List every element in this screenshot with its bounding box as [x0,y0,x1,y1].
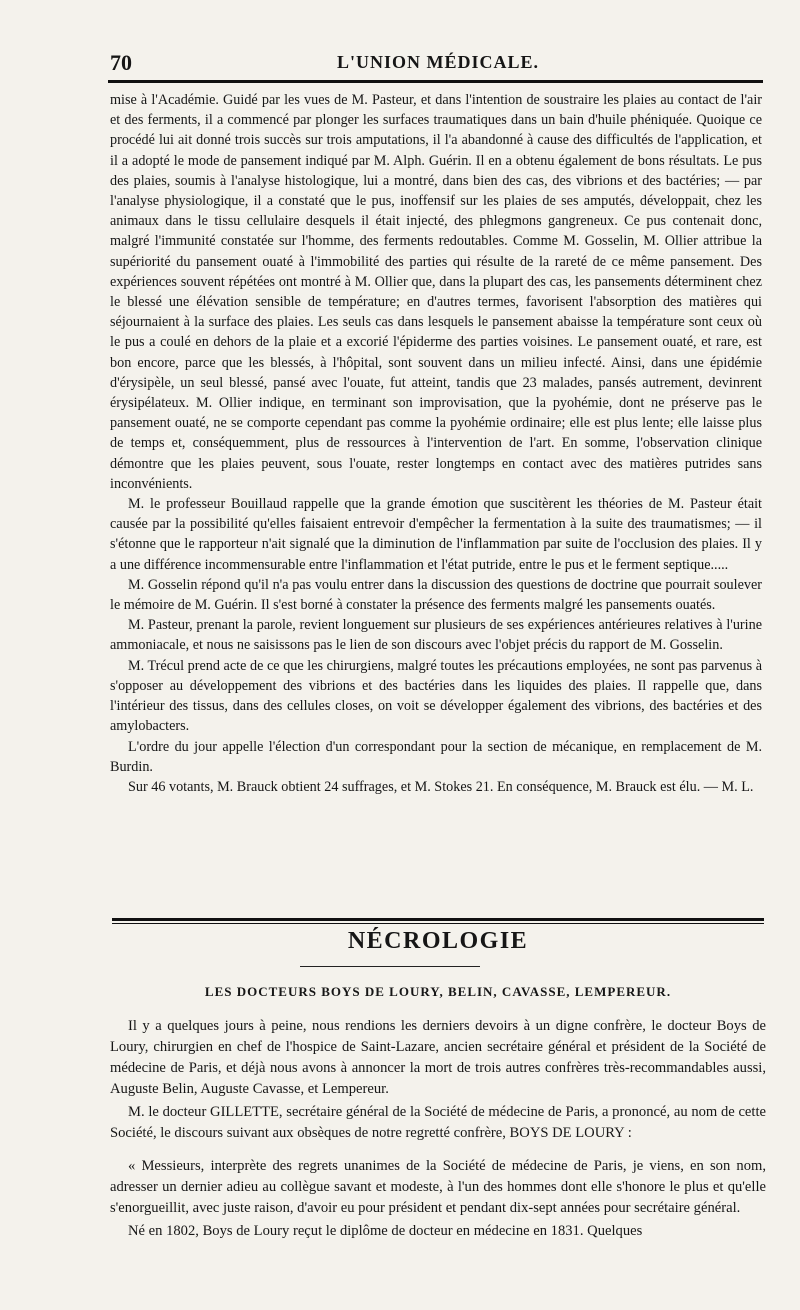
obituary-text [110,1016,766,1242]
paragraph: Il y a quelques jours à peine, nous rendions les derniers devoirs à un digne confrère, le docteur Boys de Loury, chirurgien en chef de l'hospice de Saint-Lazare, ancien secrétaire général et président de la Société de médecine de Paris, et déjà nous avons à annoncer la mort de trois autres confrères très-recommandables aussi, Auguste Belin, Auguste Cavasse, et Lempereur. [110,1018,766,1097]
title-underline [300,966,480,967]
paragraph: L'ordre du jour appelle l'élection d'un correspondant pour la section de mécanique, en remplacement de M. Burdin. [110,738,762,775]
paragraph: M. le docteur GILLETTE, secrétaire général de la Société de médecine de Paris, a prononcé, au nom de cette Société, le discours suivant aux obsèques de notre regretté confrère, BOYS DE LOURY : [110,1104,766,1141]
paragraph: M. Pasteur, prenant la parole, revient longuement sur plusieurs de ses expériences antérieures relatives à l'urine ammoniacale, et nous ne saisissons pas le lien de son discours avec l'objet précis du rapport de M. Gosselin. [110,617,762,654]
section-subtitle: LES DOCTEURS BOYS DE LOURY, BELIN, CAVASSE, LEMPEREUR. [204,984,672,999]
header-rule [108,80,763,83]
page-header [108,44,768,84]
paragraph: Né en 1802, Boys de Loury reçut le diplôme de docteur en médecine en 1831. Quelques [128,1223,643,1239]
paragraph: M. Trécul prend acte de ce que les chirurgiens, malgré toutes les précautions employées, ne sont pas parvenus à s'opposer au développement des vibrions et des bactéries dans les liquides des plaies. Il rappelle que, dans l'intérieur des tissus, dans des cellules closes, on voit se développer également des vibrions, des bactéries et des amylobacters. [110,657,762,735]
paragraph: Sur 46 votants, M. Brauck obtient 24 suffrages, et M. Stokes 21. En conséquence, M. Brauck est élu. — M. L. [128,778,754,795]
section-divider-thin [112,923,764,924]
paragraph: M. Gosselin répond qu'il n'a pas voulu entrer dans la discussion des questions de doctrine que pourrait soulever le mémoire de M. Guérin. Il s'est borné à constater la présence des ferments malgré les pansements ouatés. [110,576,762,614]
paragraph: M. le professeur Bouillaud rappelle que la grande émotion que suscitèrent les théories de M. Pasteur était causée par la possibilité qu'elles faisaient entrevoir d'empêcher la fermentation à la suite des traumatismes; — il s'étonne que le rapporteur n'ait signalé que la diminution de l'inflammation par suite de l'occlusion des plaies. Il y a une différence incommensurable entre l'inflammation et l'état putride, entre le pus et le ferment septique..... [110,496,762,573]
academy-report-text [110,90,762,797]
paragraph: mise à l'Académie. Guidé par les vues de M. Pasteur, et dans l'intention de soustraire les plaies au contact de l'air et des ferments, il a commencé par plonger les surfaces traumatiques dans un bain d'huile phéniquée. Quoique ce procédé lui ait donné trois succès sur trois amputations, il l'a abandonné à cause des difficultés de l'application, et il a adopté le mode de pansement indiqué par M. Alph. Guérin. Il en a obtenu également de bons résultats. Le pus des plaies, soumis à l'analyse histologique, lui a montré, dans bien des cas, des vibrions et des bactéries; — par l'analyse physiologique, il a constaté que le pus, inoffensif sur les plaies de ses amputés, développait, chez les animaux dans le tissu cellulaire desquels il était injecté, des phlegmons gangreneux. Ce pus contenait donc, malgré l'immunité constatée sur l'homme, des ferments redoutables. Comme M. Gosselin, M. Ollier attribue la supériorité du pansement ouaté à l'immobilité des parties qui résulte de la rareté de ce même pansement. Des expériences souvent répétées ont montré à M. Ollier que, dans la plupart des cas, les pansements déterminent chez le blessé une élévation sensible de température; en d'autres termes, favorisent l'absorption des matières qui séjournaient à la surface des plaies. Les seuls cas dans lesquels le pansement abaisse la température sont ceux où le pus a coulé en dehors de la plaie et a excorié l'épiderme des parties voisines. Le pansement ouaté, et rare, est bon encore, parce que les blessés, à l'hôpital, sont souvent dans un milieu infecté. Ainsi, dans une épidémie d'érysipèle, un seul blessé, pansé avec l'ouate, fut atteint, tandis que 23 malades, pansés autrement, devinrent érysipélateux. M. Ollier indique, en terminant son improvisation, que la pyohémie, dont ne préserve pas le pansement ouaté, ne se comporte cependant pas comme la pyohémie ordinaire; elle est plus lente; elle laisse plus de temps et, conséquemment, plus de ressources à l'intervention de l'art. En somme, l'observation clinique démontre que les plaies peuvent, sous l'ouate, rester longtemps en contact avec des matières putrides sans inconvénients. [110,92,762,492]
page-number: 70 [110,50,132,75]
paragraph: « Messieurs, interprète des regrets unanimes de la Société de médecine de Paris, je viens, en son nom, adresser un dernier adieu au collègue savant et modeste, à l'un des hommes dont elle s'honore le plus et qu'elle s'enorgueillit, avec juste raison, d'avoir eu pour président et pendant dix-sept années pour secrétaire général. [110,1158,766,1216]
section-title: NÉCROLOGIE [347,928,529,954]
running-title: L'UNION MÉDICALE. [336,52,540,72]
section-divider [112,918,764,921]
